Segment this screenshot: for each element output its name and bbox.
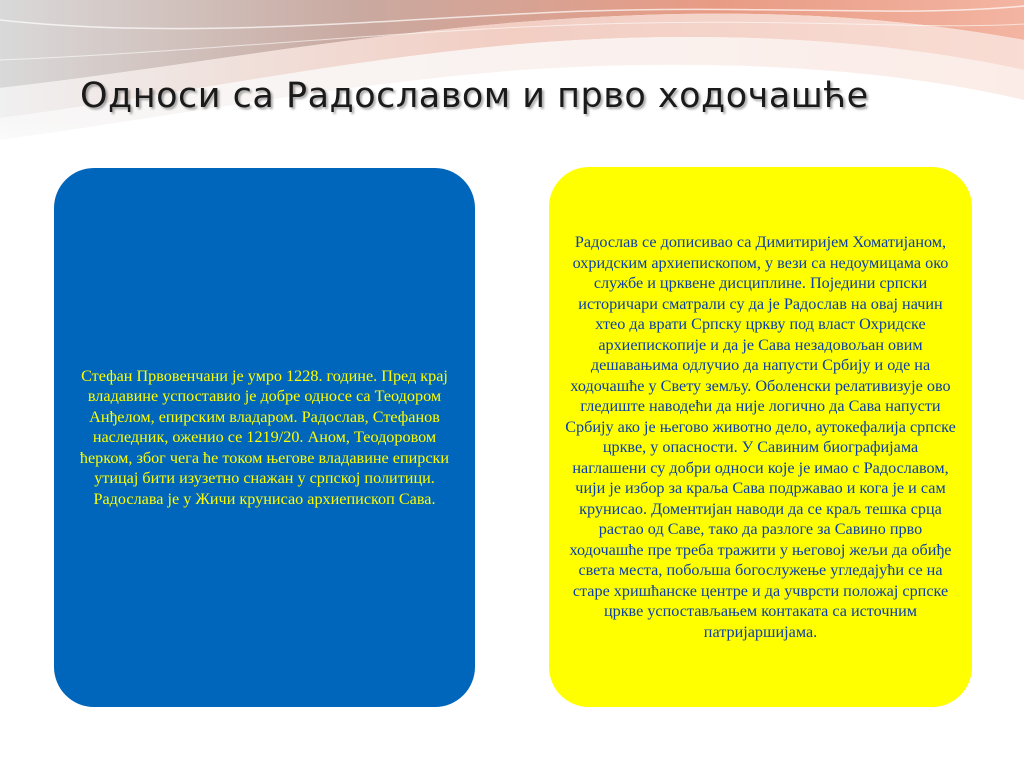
right-content-box	[549, 167, 972, 707]
left-box-text: Стефан Првовенчани је умро 1228. године. Пред крај владавине успоставио је добре односе са Теодором Анђелом, епирским владаром. Радослав, Стефанов наследник, ожениo се 1219/20. Аном, Теодоровом ћерком, због чега ће током његове владавине епирски утицај бити изузетно снажан у српској политици. Радослава је у Жичи крунисао архиепископ Сава.	[79, 366, 450, 508]
left-content-box	[54, 168, 475, 707]
slide-title: Односи са Радославом и прво ходочашће	[80, 76, 869, 116]
right-box-text: Радослав се дописивао са Димитиријем Хоматијаном, охридским архиепископом, у вези са недоумицама око службе и црквене дисциплине. Поједини српски историчари сматрали су да је Радослав на овај начин хтео да врати Српску цркву под власт Охридске архиепископије и да је Сава незадовољан овим дешавањима одлучио да напусти Србију и оде на ходочашће у Свету земљу. Оболенски релативизује ово гледиште наводећи да није логично да Сава напусти Србију ако је његово животно дело, аутокефалија српске цркве, у опасности. У Савиним биографијама наглашени су добри односи које је имао с Радославом, чији је избор за краља Сава подржавао и кога је и сам крунисао. Доментијан наводи да се краљ тешка срца растао од Саве, тако да разлоге за Савино прво ходочашће пре треба тражити у његовој жељи да обиђе света места, побољша богослужење угледајући се на старе хришћанске центре и да учврсти положај српске цркве успостављањем контаката са источним патријаршијама.	[565, 233, 956, 641]
